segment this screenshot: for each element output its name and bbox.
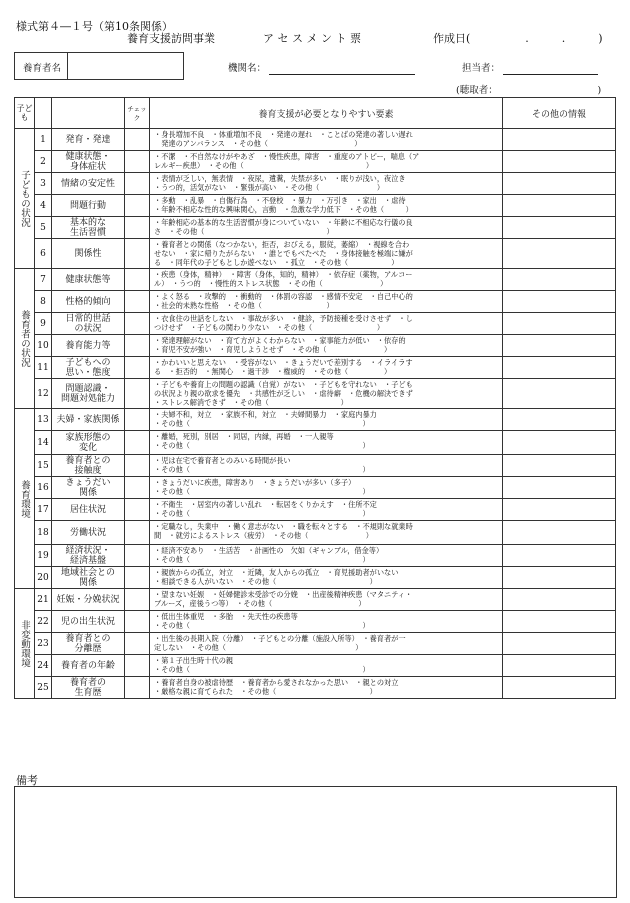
other-info-cell[interactable]: [503, 357, 616, 379]
item-label: 養育能力等: [52, 335, 125, 357]
agency-label: 機関名：: [228, 63, 267, 74]
item-label: 養育者の 生育歴: [52, 677, 125, 699]
table-row: [15, 677, 616, 699]
element-description: ・子どもや養育上の問題の認識（自覚）がない ・子どもを守れない ・子ども の状況より親の欲求を優先 ・共感性が乏しい ・虐待癖 ・危機の解決できず ・ストレス解消できず ・その他（ ）: [150, 379, 503, 409]
element-description: ・養育者との関係（なつかない，拒否，おびえる，服従，萎縮） ・視線を合わ せない ・家に帰りたがらない ・誰とでもべたべた ・身体接触を極端に嫌が る ・同年代の子どもとしか遊べない ・孤立 ・その他（ ）: [150, 239, 503, 269]
category-label: 子どもの状況: [15, 129, 35, 269]
item-number: 10: [35, 335, 52, 357]
element-description: ・衣食住の世話をしない ・事故が多い ・健診，予防接種を受けさせず ・し つけせず ・子どもの関わり少ない ・その他（ ）: [150, 313, 503, 335]
other-info-cell[interactable]: [503, 335, 616, 357]
element-description: ・第１子出生時十代の親 ・その他（ ）: [150, 655, 503, 677]
category-label: 養育者の状況: [15, 269, 35, 409]
item-label: 地域社会との 関係: [52, 567, 125, 589]
item-number: 14: [35, 431, 52, 455]
created-date-label: 作成日( . . ): [433, 32, 603, 45]
item-label: 養育者との 接触度: [52, 455, 125, 477]
parent-name-label: 養育者名: [23, 63, 62, 74]
staff-label: 担当者：: [462, 63, 501, 74]
item-label: 児の出生状況: [52, 611, 125, 633]
table-row: [15, 173, 616, 195]
table-row: [15, 431, 616, 455]
item-label: 労働状況: [52, 521, 125, 545]
element-description: ・児は在宅で養育者とのみいる時間が長い ・その他（ ）: [150, 455, 503, 477]
other-info-cell[interactable]: [503, 545, 616, 567]
check-cell[interactable]: [125, 677, 150, 699]
table-row: [15, 567, 616, 589]
notes-label: 備考: [16, 774, 38, 787]
table-row: [15, 611, 616, 633]
check-cell[interactable]: [125, 567, 150, 589]
item-number: 13: [35, 409, 52, 431]
other-info-cell[interactable]: [503, 313, 616, 335]
form-number: 様式第４―１号（第10条関係）: [16, 20, 173, 33]
other-info-cell[interactable]: [503, 129, 616, 151]
item-number: 9: [35, 313, 52, 335]
check-cell[interactable]: [125, 239, 150, 269]
item-number: 17: [35, 499, 52, 521]
item-number: 11: [35, 357, 52, 379]
table-row: [15, 477, 616, 499]
check-cell[interactable]: [125, 173, 150, 195]
element-description: ・望まない妊娠 ・妊婦健診未受診での分娩 ・出産後精神疾患（マタニティ・ ブルーズ，産後うつ等） ・その他（ ）: [150, 589, 503, 611]
element-description: ・きょうだいに疾患，障害あり ・きょうだいが多い（多子） ・その他（ ）: [150, 477, 503, 499]
number-col-header: [35, 98, 52, 129]
other-info-cell[interactable]: [503, 151, 616, 173]
category-label: 養育環境: [15, 409, 35, 589]
item-number: 3: [35, 173, 52, 195]
item-label: 日常的世話 の状況: [52, 313, 125, 335]
agency-underline: [269, 74, 415, 75]
table-row: [15, 409, 616, 431]
item-number: 18: [35, 521, 52, 545]
item-number: 22: [35, 611, 52, 633]
category-label: 非変動環境: [15, 589, 35, 699]
other-info-cell[interactable]: [503, 677, 616, 699]
item-label: 居住状況: [52, 499, 125, 521]
notes-box[interactable]: [14, 786, 617, 898]
element-description: ・不潔 ・不自然なけがやあざ ・慢性疾患，障害 ・重度のアトピー，喘息（ア レルギー疾患） ・その他（ ）: [150, 151, 503, 173]
item-number: 15: [35, 455, 52, 477]
table-header-row: [15, 98, 616, 129]
check-cell[interactable]: [125, 409, 150, 431]
elements-col-header: 養育支援が必要となりやすい要素: [150, 98, 503, 129]
other-info-cell[interactable]: [503, 455, 616, 477]
item-number: 5: [35, 217, 52, 239]
check-cell[interactable]: [125, 217, 150, 239]
item-label: 養育者との 分離歴: [52, 633, 125, 655]
item-number: 6: [35, 239, 52, 269]
check-cell[interactable]: [125, 335, 150, 357]
element-description: ・定職なし，失業中 ・働く意志がない ・職を転々とする ・不規則な就業時 間 ・就労によるストレス（疲労） ・その他（ ）: [150, 521, 503, 545]
other-info-cell[interactable]: [503, 379, 616, 409]
other-info-cell[interactable]: [503, 589, 616, 611]
other-info-cell[interactable]: [503, 431, 616, 455]
check-cell[interactable]: [125, 269, 150, 291]
other-info-cell[interactable]: [503, 291, 616, 313]
check-cell[interactable]: [125, 291, 150, 313]
table-row: [15, 357, 616, 379]
listener-label: (聴取者： ): [456, 85, 602, 96]
element-description: ・夫婦不和，対立 ・家族不和，対立 ・夫婦間暴力 ・家庭内暴力 ・その他（ ）: [150, 409, 503, 431]
item-label: 養育者の年齢: [52, 655, 125, 677]
check-cell[interactable]: [125, 589, 150, 611]
item-number: 2: [35, 151, 52, 173]
other-info-cell[interactable]: [503, 633, 616, 655]
item-label: 性格的傾向: [52, 291, 125, 313]
table-row: [15, 239, 616, 269]
element-description: ・不衛生 ・居室内の著しい乱れ ・転居をくりかえす ・住所不定 ・その他（ ）: [150, 499, 503, 521]
other-info-cell[interactable]: [503, 655, 616, 677]
check-cell[interactable]: [125, 499, 150, 521]
table-row: [15, 499, 616, 521]
table-row: [15, 269, 616, 291]
other-info-col-header: その他の情報: [503, 98, 616, 129]
table-row: [15, 217, 616, 239]
element-description: ・かわいいと思えない ・受容がない ・きょうだいで差別する ・イライラす る ・拒否的 ・無関心 ・過干渉 ・権威的 ・その他（ ）: [150, 357, 503, 379]
table-row: [15, 379, 616, 409]
table-row: [15, 291, 616, 313]
assessment-table: [14, 97, 616, 699]
check-cell[interactable]: [125, 195, 150, 217]
element-description: ・低出生体重児 ・多胎 ・先天性の疾患等 ・その他（ ）: [150, 611, 503, 633]
item-number: 23: [35, 633, 52, 655]
item-number: 4: [35, 195, 52, 217]
item-label: 情緒の安定性: [52, 173, 125, 195]
item-col-header: [52, 98, 125, 129]
item-label: 問題認識・ 問題対処能力: [52, 379, 125, 409]
item-label: 健康状態・ 身体症状: [52, 151, 125, 173]
item-label: 妊娠・分娩状況: [52, 589, 125, 611]
other-info-cell[interactable]: [503, 409, 616, 431]
table-row: [15, 195, 616, 217]
table-row: [15, 335, 616, 357]
table-row: [15, 655, 616, 677]
other-info-cell[interactable]: [503, 239, 616, 269]
check-cell[interactable]: [125, 431, 150, 455]
table-row: [15, 521, 616, 545]
item-label: 経済状況・ 経済基盤: [52, 545, 125, 567]
check-cell[interactable]: [125, 655, 150, 677]
item-number: 24: [35, 655, 52, 677]
item-label: 関係性: [52, 239, 125, 269]
item-label: 健康状態等: [52, 269, 125, 291]
parent-name-box: [14, 52, 184, 80]
item-number: 7: [35, 269, 52, 291]
element-description: ・経済不安あり ・生活苦 ・計画性の 欠如（ギャンブル，借金等） ・その他（ ）: [150, 545, 503, 567]
item-label: 問題行動: [52, 195, 125, 217]
element-description: ・年齢相応の基本的な生活習慣が身についていない ・年齢に不相応な行儀の良 さ ・その他（ ）: [150, 217, 503, 239]
other-info-cell[interactable]: [503, 195, 616, 217]
element-description: ・出生後の長期入院（分離） ・子どもとの分離（施設入所等） ・養育者が一 定しない ・その他（ ）: [150, 633, 503, 655]
check-cell[interactable]: [125, 357, 150, 379]
other-info-cell[interactable]: [503, 269, 616, 291]
item-label: 基本的な 生活習慣: [52, 217, 125, 239]
item-number: 25: [35, 677, 52, 699]
check-cell[interactable]: [125, 313, 150, 335]
item-label: 子どもへの 思い・態度: [52, 357, 125, 379]
table-row: [15, 633, 616, 655]
item-label: 夫婦・家族関係: [52, 409, 125, 431]
check-cell[interactable]: [125, 633, 150, 655]
element-description: ・親族からの孤立，対立 ・近隣，友人からの孤立 ・育児援助者がいない ・相談できる人がいない ・その他（ ）: [150, 567, 503, 589]
element-description: ・身長増加不良 ・体重増加不良 ・発達の遅れ ・ことばの発達の著しい遅れ 発達のアンバランス ・その他（ ）: [150, 129, 503, 151]
element-description: ・離婚，死別，別居 ・同居，内縁，再婚 ・一人親等 ・その他（ ）: [150, 431, 503, 455]
child-col-header: 子ども: [15, 98, 35, 129]
check-cell[interactable]: [125, 611, 150, 633]
program-name: 養育支援訪問事業: [127, 32, 215, 45]
other-info-cell[interactable]: [503, 567, 616, 589]
check-cell[interactable]: [125, 477, 150, 499]
table-row: [15, 589, 616, 611]
item-number: 16: [35, 477, 52, 499]
check-col-header: チェック: [125, 98, 150, 129]
item-label: 家族形態の 変化: [52, 431, 125, 455]
element-description: ・多動 ・乱暴 ・自傷行為 ・不登校 ・暴力 ・万引き ・家出 ・虐待 ・年齢不相応な性的な興味関心，言動 ・急激な学力低下 ・その他（ ）: [150, 195, 503, 217]
item-number: 19: [35, 545, 52, 567]
parent-name-field[interactable]: [68, 53, 183, 79]
element-description: ・発達理解がない ・育て方がよくわからない ・家事能力が低い ・依存的 ・育児不安が強い ・育児しようとせず ・その他（ ）: [150, 335, 503, 357]
table-row: [15, 151, 616, 173]
other-info-cell[interactable]: [503, 217, 616, 239]
sheet-title: ア セ ス メ ン ト 票: [263, 32, 361, 45]
element-description: ・よく怒る ・攻撃的 ・衝動的 ・体罰の容認 ・感情不安定 ・自己中心的 ・社会的未熟な性格 ・その他（ ）: [150, 291, 503, 313]
element-description: ・表情が乏しい，無表情 ・夜尿，遺糞，失禁が多い ・眠りが浅い，夜泣き ・うつ的，活気がない ・緊張が高い ・その他（ ）: [150, 173, 503, 195]
staff-underline: [503, 74, 598, 75]
check-cell[interactable]: [125, 521, 150, 545]
check-cell[interactable]: [125, 455, 150, 477]
item-label: 発育・発達: [52, 129, 125, 151]
other-info-cell[interactable]: [503, 499, 616, 521]
check-cell[interactable]: [125, 545, 150, 567]
element-description: ・養育者自身の被虐待歴 ・養育者から愛されなかった思い ・親との対立 ・厳格な親に育てられた ・その他（ ）: [150, 677, 503, 699]
item-label: きょうだい 関係: [52, 477, 125, 499]
other-info-cell[interactable]: [503, 173, 616, 195]
item-number: 12: [35, 379, 52, 409]
check-cell[interactable]: [125, 379, 150, 409]
table-row: [15, 313, 616, 335]
item-number: 20: [35, 567, 52, 589]
item-number: 8: [35, 291, 52, 313]
table-row: [15, 545, 616, 567]
element-description: ・疾患（身体，精神） ・障害（身体，知的，精神） ・依存症（薬物，アルコー ル） ・うつ的 ・慢性的ストレス状態 ・その他（ ）: [150, 269, 503, 291]
other-info-cell[interactable]: [503, 477, 616, 499]
table-row: [15, 129, 616, 151]
other-info-cell[interactable]: [503, 611, 616, 633]
check-cell[interactable]: [125, 151, 150, 173]
other-info-cell[interactable]: [503, 521, 616, 545]
table-row: [15, 455, 616, 477]
check-cell[interactable]: [125, 129, 150, 151]
item-number: 1: [35, 129, 52, 151]
item-number: 21: [35, 589, 52, 611]
